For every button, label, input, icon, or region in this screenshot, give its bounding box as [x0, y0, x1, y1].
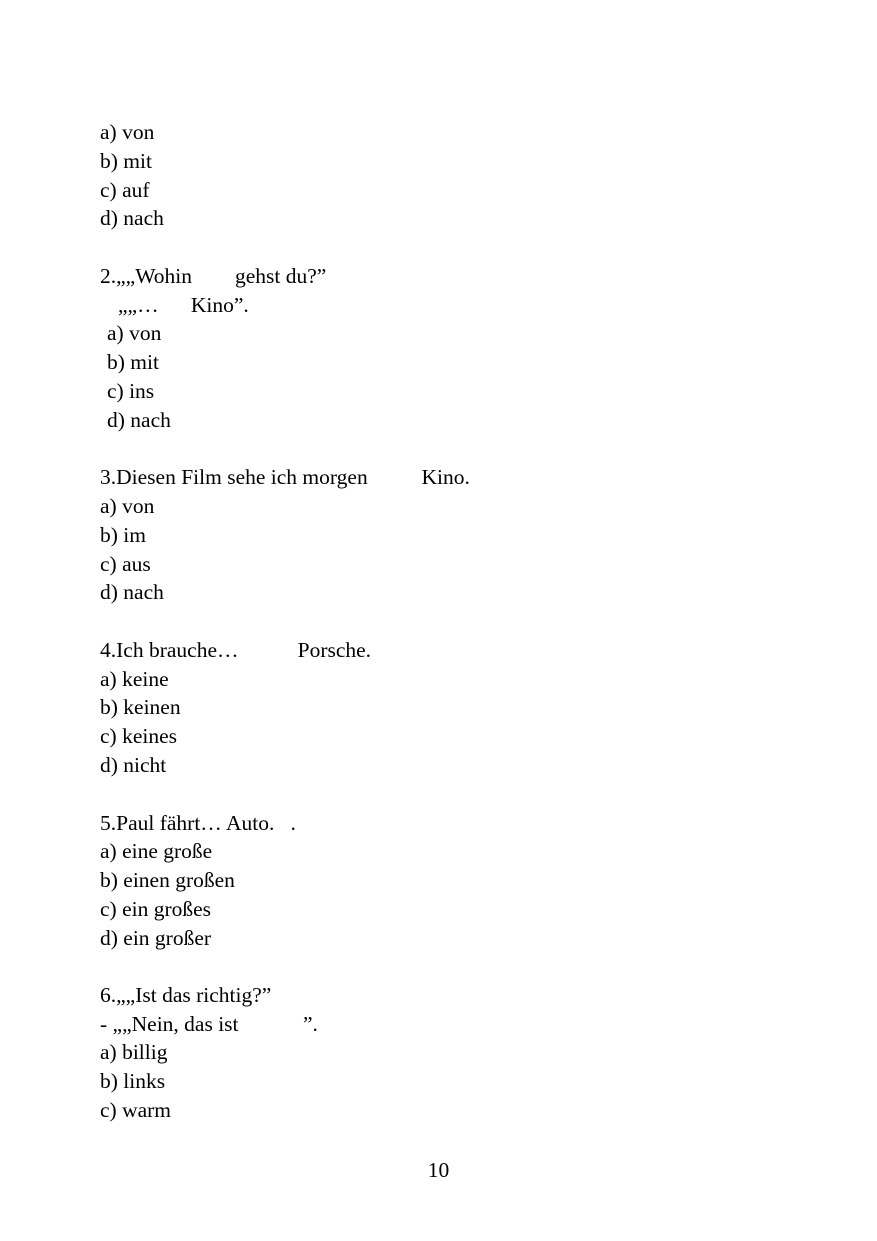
- q5-option-c: c) ein großes: [100, 897, 212, 921]
- q6-answer-line: - „„Nein, das ist ”.: [100, 1012, 318, 1036]
- q6-question: 6.„„Ist das richtig?”: [100, 983, 272, 1007]
- q5-option-a: a) eine große: [100, 839, 213, 863]
- q4-option-c: c) keines: [100, 724, 178, 748]
- q3-option-a: a) von: [100, 494, 155, 518]
- q2-question: 2.„„Wohin gehst du?”: [100, 264, 327, 288]
- q5-option-d: d) ein großer: [100, 926, 212, 950]
- q4-option-a: a) keine: [100, 667, 169, 691]
- q3-option-c: c) aus: [100, 552, 151, 576]
- q5-option-b: b) einen großen: [100, 868, 235, 892]
- q2-option-b: b) mit: [107, 350, 159, 374]
- q6-option-a: a) billig: [100, 1040, 168, 1064]
- q6-option-b: b) links: [100, 1069, 166, 1093]
- q5-question: 5.Paul fährt… Auto. .: [100, 811, 296, 835]
- q2-option-c: c) ins: [107, 379, 155, 403]
- q2-option-a: a) von: [107, 321, 162, 345]
- q3-option-b: b) im: [100, 523, 146, 547]
- q3-question: 3.Diesen Film sehe ich morgen Kino.: [100, 465, 470, 489]
- q1-option-a: a) von: [100, 120, 155, 144]
- q4-question: 4.Ich brauche… Porsche.: [100, 638, 372, 662]
- q3-option-d: d) nach: [100, 580, 164, 604]
- q1-option-c: c) auf: [100, 178, 150, 202]
- q1-option-b: b) mit: [100, 149, 152, 173]
- q2-answer-line: „„… Kino”.: [118, 293, 249, 317]
- q2-option-d: d) nach: [107, 408, 171, 432]
- q4-option-b: b) keinen: [100, 695, 181, 719]
- q4-option-d: d) nicht: [100, 753, 167, 777]
- page-number: 10: [427, 1158, 450, 1182]
- q6-option-c: c) warm: [100, 1098, 172, 1122]
- q1-option-d: d) nach: [100, 206, 164, 230]
